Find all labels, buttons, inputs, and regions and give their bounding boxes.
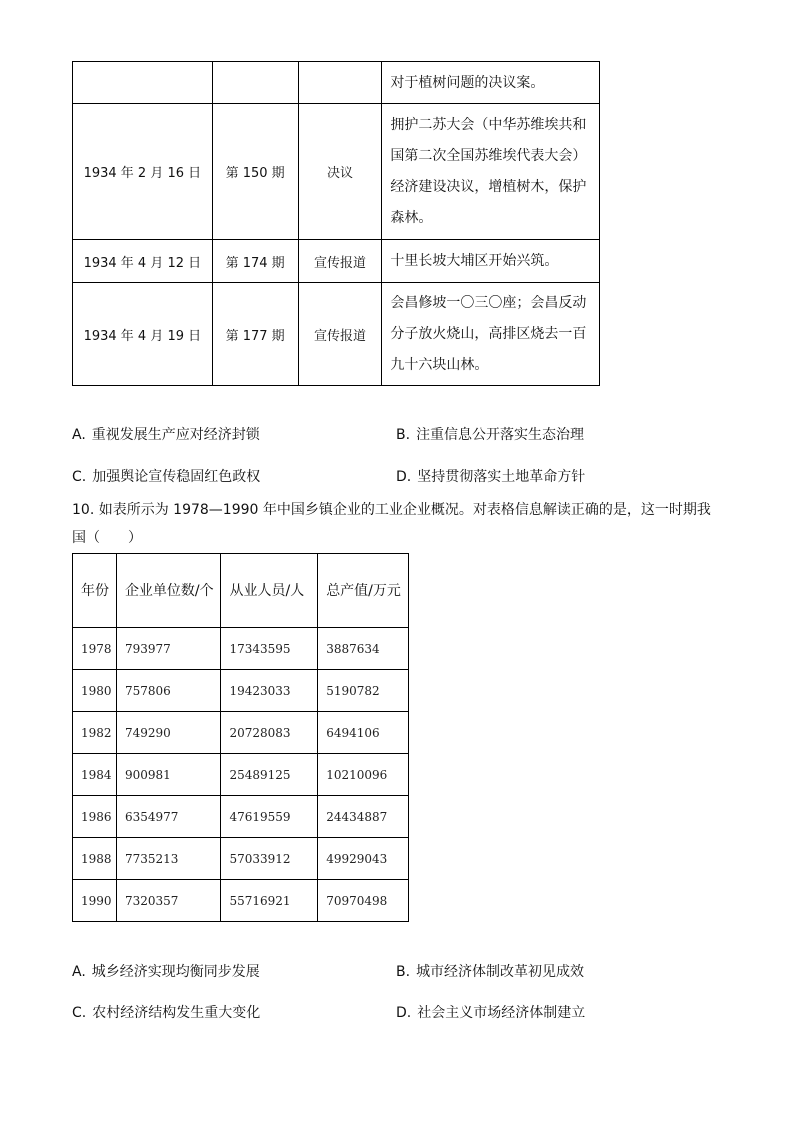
type-cell: 宣传报道	[298, 240, 382, 283]
table-row: 1980 757806 19423033 5190782	[73, 670, 409, 712]
q10-option-c[interactable]: C. 农村经济结构发生重大变化	[72, 1005, 261, 1021]
header-units: 企业单位数/个	[116, 554, 221, 628]
q9-option-a[interactable]: A. 重视发展生产应对经济封锁	[72, 427, 260, 443]
content-cell: 会昌修坡一〇三〇座；会昌反动分子放火烧山，高排区烧去一百九十六块山林。	[382, 283, 600, 386]
q9-option-c[interactable]: C. 加强舆论宣传稳固红色政权	[72, 469, 261, 485]
content-cell: 对于植树问题的决议案。	[382, 62, 600, 104]
table-row: 1986 6354977 47619559 24434887	[73, 796, 409, 838]
table-row	[73, 62, 600, 104]
table-row: 1988 7735213 57033912 49929043	[73, 838, 409, 880]
township-enterprise-table	[72, 553, 409, 922]
type-cell: 宣传报道	[298, 283, 382, 386]
table-row: 1984 900981 25489125 10210096	[73, 754, 409, 796]
q9-option-d[interactable]: D. 坚持贯彻落实土地革命方针	[396, 469, 586, 485]
issue-cell: 第 150 期	[212, 104, 298, 240]
table-row: 1990 7320357 55716921 70970498	[73, 880, 409, 922]
content-cell: 拥护二苏大会（中华苏维埃共和国第二次全国苏维埃代表大会）经济建设决议，增植树木，保护森林。	[382, 104, 600, 240]
issue-cell: 第 177 期	[212, 283, 298, 386]
q10-option-d[interactable]: D. 社会主义市场经济体制建立	[396, 1005, 586, 1021]
date-cell: 1934 年 2 月 16 日	[73, 104, 213, 240]
header-output: 总产值/万元	[318, 554, 409, 628]
table-row	[73, 240, 600, 283]
type-cell: 决议	[298, 104, 382, 240]
table-header-row	[73, 554, 409, 628]
type-cell	[298, 62, 382, 104]
header-employees: 从业人员/人	[221, 554, 318, 628]
date-cell: 1934 年 4 月 12 日	[73, 240, 213, 283]
q10-option-b[interactable]: B. 城市经济体制改革初见成效	[396, 964, 585, 980]
issue-cell	[212, 62, 298, 104]
date-cell: 1934 年 4 月 19 日	[73, 283, 213, 386]
newspaper-table	[72, 61, 600, 386]
table-row: 1982 749290 20728083 6494106	[73, 712, 409, 754]
table-row	[73, 283, 600, 386]
issue-cell: 第 174 期	[212, 240, 298, 283]
q9-option-b[interactable]: B. 注重信息公开落实生态治理	[396, 427, 585, 443]
question-10-stem: 10. 如表所示为 1978—1990 年中国乡镇企业的工业企业概况。对表格信息解读正确的是，这一时期我国（ ）	[72, 502, 711, 546]
table-row	[73, 104, 600, 240]
q10-option-a[interactable]: A. 城乡经济实现均衡同步发展	[72, 964, 260, 980]
date-cell	[73, 62, 213, 104]
content-cell: 十里长坡大埔区开始兴筑。	[382, 240, 600, 283]
table-row: 1978 793977 17343595 3887634	[73, 628, 409, 670]
header-year: 年份	[73, 554, 117, 628]
